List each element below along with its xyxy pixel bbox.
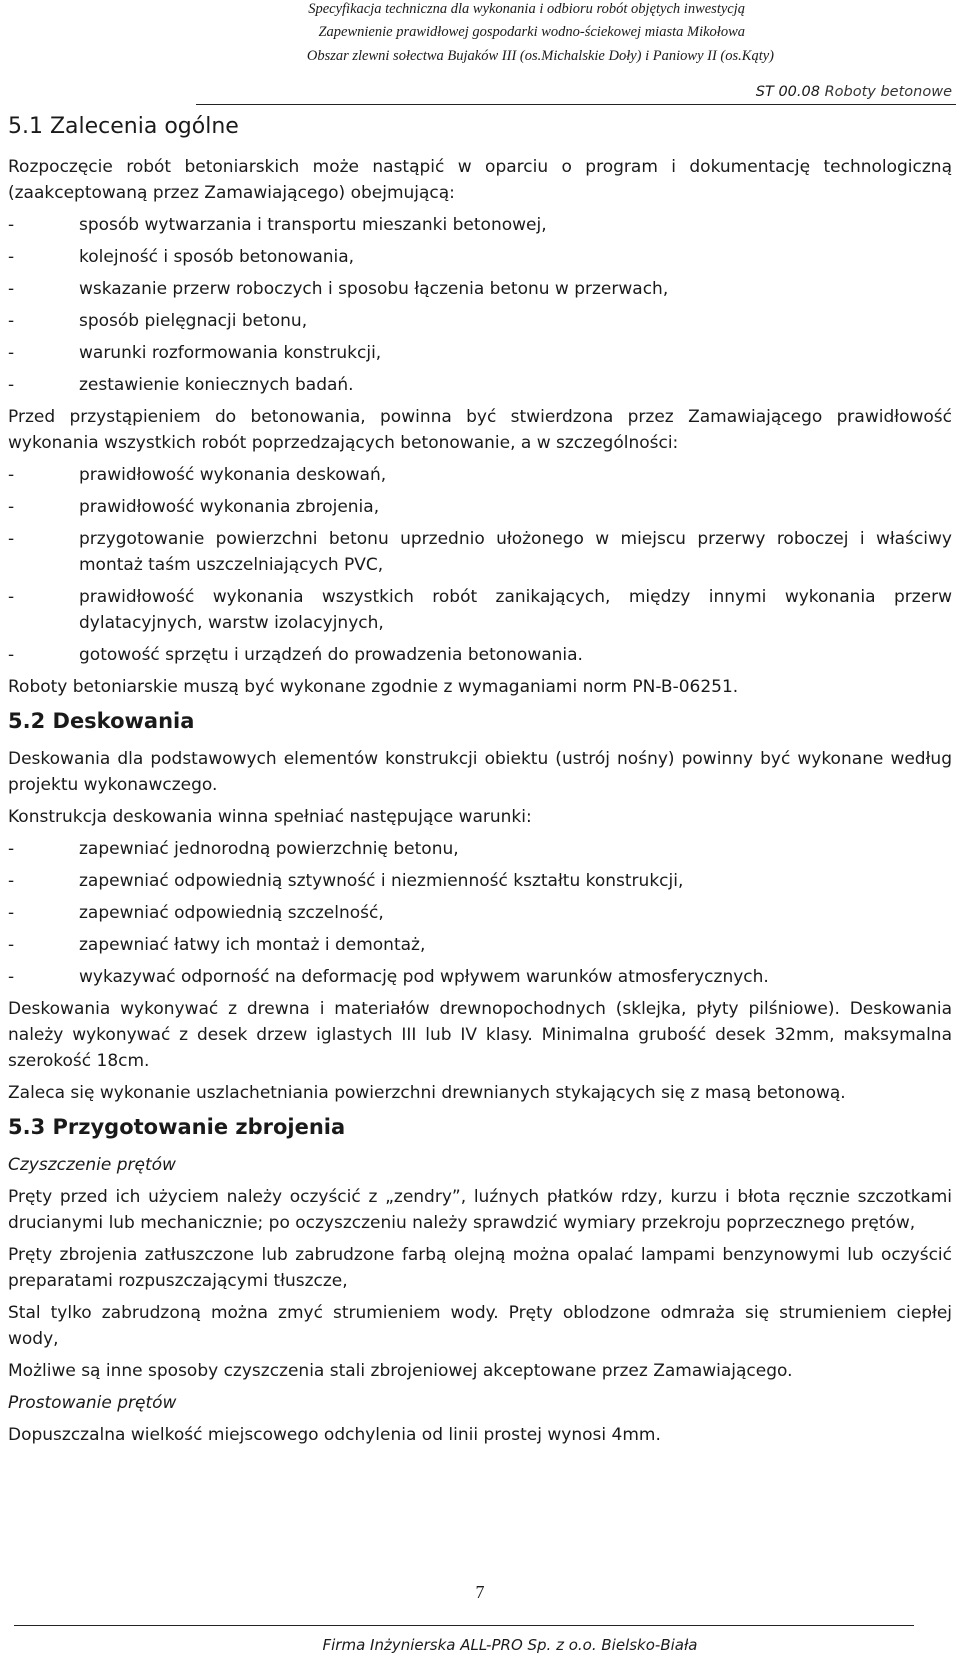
list-item: - zapewniać odpowiednią sztywność i niezmienność kształtu konstrukcji,: [8, 868, 952, 894]
footer-company: Firma Inżynierska ALL-PRO Sp. z o.o. Bielsko-Biała: [322, 1636, 698, 1654]
section-5-1-para-2: Przed przystąpieniem do betonowania, powinna być stwierdzona przez Zamawiającego prawidłowość wykonania wszystkich robót poprzedzających betonowanie, a w szczególności:: [8, 407, 952, 453]
list-item: - sposób wytwarzania i transportu mieszanki betonowej,: [8, 212, 952, 238]
section-5-1-heading: 5.1 Zalecenia ogólne: [8, 114, 239, 139]
footer-rule: [14, 1625, 914, 1626]
header-line-2: Zapewnienie prawidłowej gospodarki wodno-ściekowej miasta Mikołowa: [318, 24, 745, 40]
header-line-1: Specyfikacja techniczna dla wykonania i odbioru robót objętych inwestycją: [308, 1, 745, 17]
list-item: - przygotowanie powierzchni betonu uprzednio ułożonego w miejscu przerwy roboczej i właściwy montaż taśm uszczelniających PVC,: [8, 526, 952, 578]
section-5-2-para-4: Zaleca się wykonanie uszlachetniania powierzchni drewnianych stykających się z masą betonową.: [8, 1083, 846, 1103]
subheading-straightening-bars: Prostowanie prętów: [8, 1393, 177, 1413]
list-item: - zestawienie koniecznych badań.: [8, 372, 952, 398]
subheading-cleaning-bars: Czyszczenie prętów: [8, 1155, 176, 1175]
list-item: - sposób pielęgnacji betonu,: [8, 308, 952, 334]
technology-program-list: [8, 212, 952, 398]
spec-code-title: Roboty betonowe: [824, 84, 952, 100]
section-5-2-heading: 5.2 Deskowania: [8, 709, 195, 733]
section-5-3-para-5: Dopuszczalna wielkość miejscowego odchylenia od linii prostej wynosi 4mm.: [8, 1425, 661, 1445]
list-item: - zapewniać łatwy ich montaż i demontaż,: [8, 932, 952, 958]
list-item: - zapewniać odpowiednią szczelność,: [8, 900, 952, 926]
formwork-requirements-list: [8, 836, 952, 990]
spec-code: [756, 84, 952, 100]
list-item: - prawidłowość wykonania zbrojenia,: [8, 494, 952, 520]
section-5-1-para-3: Roboty betoniarskie muszą być wykonane zgodnie z wymaganiami norm PN-B-06251.: [8, 677, 739, 697]
list-item: - prawidłowość wykonania wszystkich robót zanikających, między innymi wykonania przerw dylatacyjnych, warstw izolacyjnych,: [8, 584, 952, 636]
list-item: - wskazanie przerw roboczych i sposobu łączenia betonu w przerwach,: [8, 276, 952, 302]
list-item: - warunki rozformowania konstrukcji,: [8, 340, 952, 366]
header-line-3: Obszar zlewni sołectwa Bujaków III (os.Michalskie Doły) i Paniowy II (os.Kąty): [306, 48, 774, 64]
section-5-3-para-3: Stal tylko zabrudzoną można zmyć strumieniem wody. Pręty oblodzone odmraża się strumieniem ciepłej wody,: [8, 1303, 952, 1349]
spec-code-number: ST 00.08: [755, 84, 820, 100]
list-item: - gotowość sprzętu i urządzeń do prowadzenia betonowania.: [8, 642, 952, 668]
header-rule: [196, 104, 956, 105]
section-5-3-para-4: Możliwe są inne sposoby czyszczenia stali zbrojeniowej akceptowane przez Zamawiającego.: [8, 1361, 793, 1381]
section-5-3-heading: 5.3 Przygotowanie zbrojenia: [8, 1115, 346, 1139]
list-item: - zapewniać jednorodną powierzchnię betonu,: [8, 836, 952, 862]
section-5-3-para-2: Pręty zbrojenia zatłuszczone lub zabrudzone farbą olejną można opalać lampami benzynowymi lub oczyścić preparatami rozpuszczającymi tłuszcze,: [8, 1245, 952, 1291]
section-5-2-para-3: Deskowania wykonywać z drewna i materiałów drewnopochodnych (sklejka, płyty pilśniowe). Deskowania należy wykonywać z desek drzew iglastych III lub IV klasy. Minimalna grubość desek 32mm, maksymalna szerokość 18cm.: [8, 999, 952, 1071]
list-item: - kolejność i sposób betonowania,: [8, 244, 952, 270]
section-5-2-para-2: Konstrukcja deskowania winna spełniać następujące warunki:: [8, 807, 532, 827]
list-item: - prawidłowość wykonania deskowań,: [8, 462, 952, 488]
document-body: [8, 112, 952, 1454]
section-5-1-intro: Rozpoczęcie robót betoniarskich może nastąpić w oparciu o program i dokumentację technologiczną (zaakceptowaną przez Zamawiającego) obejmującą:: [8, 157, 952, 203]
page-number: 7: [475, 1582, 485, 1602]
section-5-3-para-1: Pręty przed ich użyciem należy oczyścić z „zendry”, luźnych płatków rdzy, kurzu i błota ręcznie szczotkami drucianymi lub mechanicznie; po oczyszczeniu należy sprawdzić wymiary przekroju poprzecznego prętów,: [8, 1187, 952, 1233]
section-5-2-para-1: Deskowania dla podstawowych elementów konstrukcji obiektu (ustrój nośny) powinny być wykonane według projektu wykonawczego.: [8, 749, 952, 795]
list-item: - wykazywać odporność na deformację pod wpływem warunków atmosferycznych.: [8, 964, 952, 990]
pre-concreting-checks-list: [8, 462, 952, 668]
